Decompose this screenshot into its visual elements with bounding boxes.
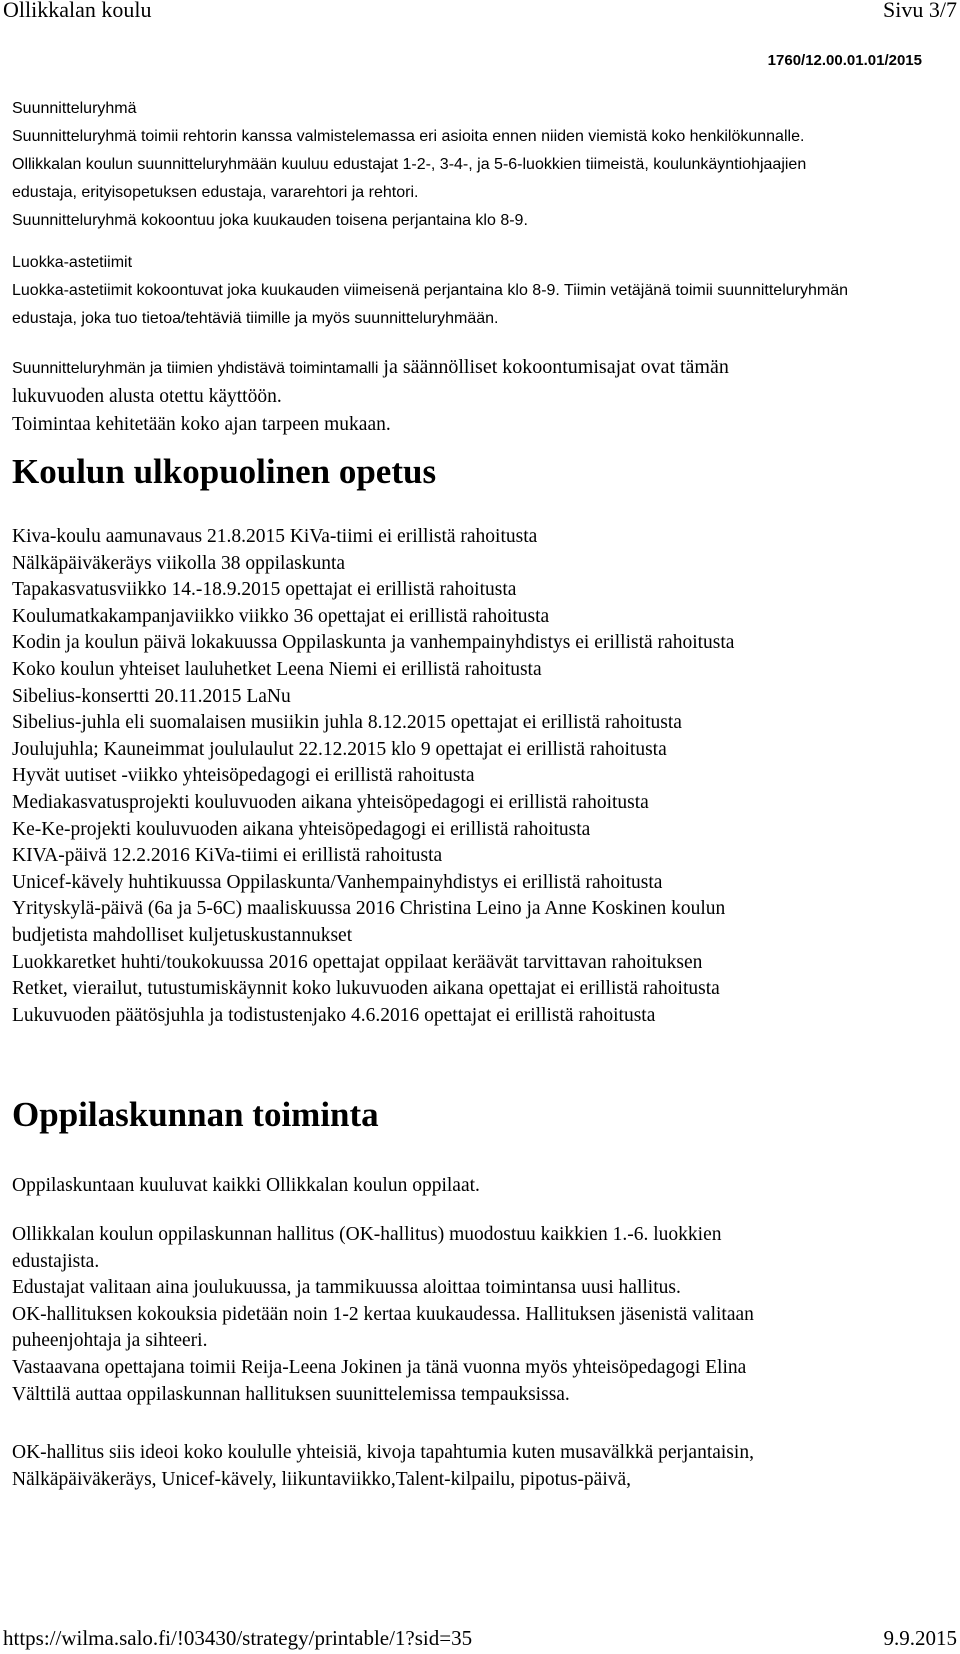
oppilaskunta-closing <box>12 1440 942 1493</box>
paragraph-line: Ollikkalan koulun suunnitteluryhmään kuuluu edustajat 1-2-, 3-4-, ja 5-6-luokkien tiimeistä, koulunkäyntiohjaajien <box>12 156 807 173</box>
footer-date: 9.9.2015 <box>883 1626 957 1650</box>
list-item: Joulujuhla; Kauneimmat joululaulut 22.12.2015 klo 9 opettajat ei erillistä rahoitusta <box>12 738 667 760</box>
list-item: Nälkäpäiväkeräys viikolla 38 oppilaskunta <box>12 552 346 574</box>
paragraph-line: Vastaavana opettajana toimii Reija-Leena Jokinen ja tänä vuonna myös yhteisöpedagogi Elina <box>12 1356 747 1378</box>
list-item: Mediakasvatusprojekti kouluvuoden aikana yhteisöpedagogi ei erillistä rahoitusta <box>12 791 649 813</box>
luokka-astetiimit-section <box>12 249 942 333</box>
list-item: Lukuvuoden päätösjuhla ja todistustenjako 4.6.2016 opettajat ei erillistä rahoitusta <box>12 1004 656 1026</box>
paragraph-line: Nälkäpäiväkeräys, Unicef-kävely, liikuntaviikko,Talent-kilpailu, pipotus-päivä, <box>12 1468 632 1490</box>
paragraph-line: Luokka-astetiimit kokoontuvat joka kuukauden viimeisenä perjantaina klo 8-9. Tiimin vetäjänä toimii suunnitteluryhmän <box>12 282 848 299</box>
footer-url: https://wilma.salo.fi/!03430/strategy/printable/1?sid=35 <box>3 1626 473 1650</box>
document-id: 1760/12.00.01.01/2015 <box>767 52 922 69</box>
paragraph-line: edustajista. <box>12 1250 100 1272</box>
list-item: Koulumatkakampanjaviikko viikko 36 opettajat ei erillistä rahoitusta <box>12 605 550 627</box>
paragraph-line: Välttilä auttaa oppilaskunnan hallituksen suunittelemissa tempauksissa. <box>12 1383 570 1405</box>
list-item: Koko koulun yhteiset lauluhetket Leena Niemi ei erillistä rahoitusta <box>12 658 542 680</box>
list-item: Tapakasvatusviikko 14.-18.9.2015 opettajat ei erillistä rahoitusta <box>12 579 517 601</box>
serif-text: ja säännölliset kokoontumisajat ovat tämän <box>378 356 729 378</box>
paragraph-line: OK-hallituksen kokouksia pidetään noin 1-2 kertaa kuukaudessa. Hallituksen jäsenistä valitaan <box>12 1303 754 1325</box>
paragraph-line: puheenjohtaja ja sihteeri. <box>12 1330 208 1352</box>
list-item: Retket, vierailut, tutustumiskäynnit koko lukuvuoden aikana opettajat ei erillistä rahoitusta <box>12 978 720 1000</box>
list-item: Unicef-kävely huhtikuussa Oppilaskunta/Vanhempainyhdistys ei erillistä rahoitusta <box>12 871 663 893</box>
paragraph-line: Suunnitteluryhmä kokoontuu joka kuukauden toisena perjantaina klo 8-9. <box>12 212 528 229</box>
ulkopuolinen-list <box>12 524 942 1029</box>
list-item: Sibelius-konsertti 20.11.2015 LaNu <box>12 685 291 707</box>
heading-oppilaskunnan-toiminta: Oppilaskunnan toiminta <box>12 1095 379 1134</box>
section-heading: Suunnitteluryhmä <box>12 100 137 117</box>
paragraph-line: edustaja, erityisopetuksen edustaja, vararehtori ja rehtori. <box>12 184 419 201</box>
page-header-title: Ollikkalan koulu <box>3 0 152 22</box>
toimintamalli-section <box>12 353 942 439</box>
suunnitteluryhma-section <box>12 95 942 235</box>
paragraph-line: Suunnitteluryhmä toimii rehtorin kanssa valmistelemassa eri asioita ennen niiden viemistä koko henkilökunnalle. <box>12 128 805 145</box>
paragraph-line: OK-hallitus siis ideoi koko koululle yhteisiä, kivoja tapahtumia kuten musavälkkä perjantaisin, <box>12 1442 754 1463</box>
paragraph-line: lukuvuoden alusta otettu käyttöön. <box>12 386 282 407</box>
list-item: Kodin ja koulun päivä lokakuussa Oppilaskunta ja vanhempainyhdistys ei erillistä rahoitusta <box>12 632 735 654</box>
list-item: Sibelius-juhla eli suomalaisen musiikin juhla 8.12.2015 opettajat ei erillistä rahoitusta <box>12 712 682 734</box>
list-item: Hyvät uutiset -viikko yhteisöpedagogi ei erillistä rahoitusta <box>12 765 475 787</box>
paragraph-line <box>12 353 942 383</box>
heading-ulkopuolinen-opetus: Koulun ulkopuolinen opetus <box>12 452 437 491</box>
list-item: KIVA-päivä 12.2.2016 KiVa-tiimi ei erillistä rahoitusta <box>12 845 443 867</box>
paragraph-line: Ollikkalan koulun oppilaskunnan hallitus (OK-hallitus) muodostuu kaikkien 1.-6. luokkien <box>12 1224 722 1245</box>
list-item: Luokkaretket huhti/toukokuussa 2016 opettajat oppilaat keräävät tarvittavan rahoituksen <box>12 951 703 973</box>
list-item: budjetista mahdolliset kuljetuskustannukset <box>12 924 353 946</box>
section-heading: Luokka-astetiimit <box>12 254 133 271</box>
list-item: Yrityskylä-päivä (6a ja 5-6C) maaliskuussa 2016 Christina Leino ja Anne Koskinen koulun <box>12 898 726 920</box>
list-item: Ke-Ke-projekti kouluvuoden aikana yhteisöpedagogi ei erillistä rahoitusta <box>12 818 591 840</box>
sans-text: Suunnitteluryhmän ja tiimien yhdistävä toimintamalli <box>12 360 379 377</box>
oppilaskunta-intro: Oppilaskuntaan kuuluvat kaikki Ollikkalan koulun oppilaat. <box>12 1175 480 1196</box>
list-item: Kiva-koulu aamunavaus 21.8.2015 KiVa-tiimi ei erillistä rahoitusta <box>12 526 538 547</box>
paragraph-line: Toimintaa kehitetään koko ajan tarpeen mukaan. <box>12 414 391 435</box>
page-number: Sivu 3/7 <box>883 0 957 22</box>
paragraph-line: edustaja, joka tuo tietoa/tehtäviä tiimille ja myös suunnitteluryhmään. <box>12 310 499 327</box>
paragraph-line: Edustajat valitaan aina joulukuussa, ja tammikuussa aloittaa toimintansa uusi hallitus. <box>12 1277 681 1299</box>
oppilaskunta-paragraph <box>12 1222 942 1408</box>
